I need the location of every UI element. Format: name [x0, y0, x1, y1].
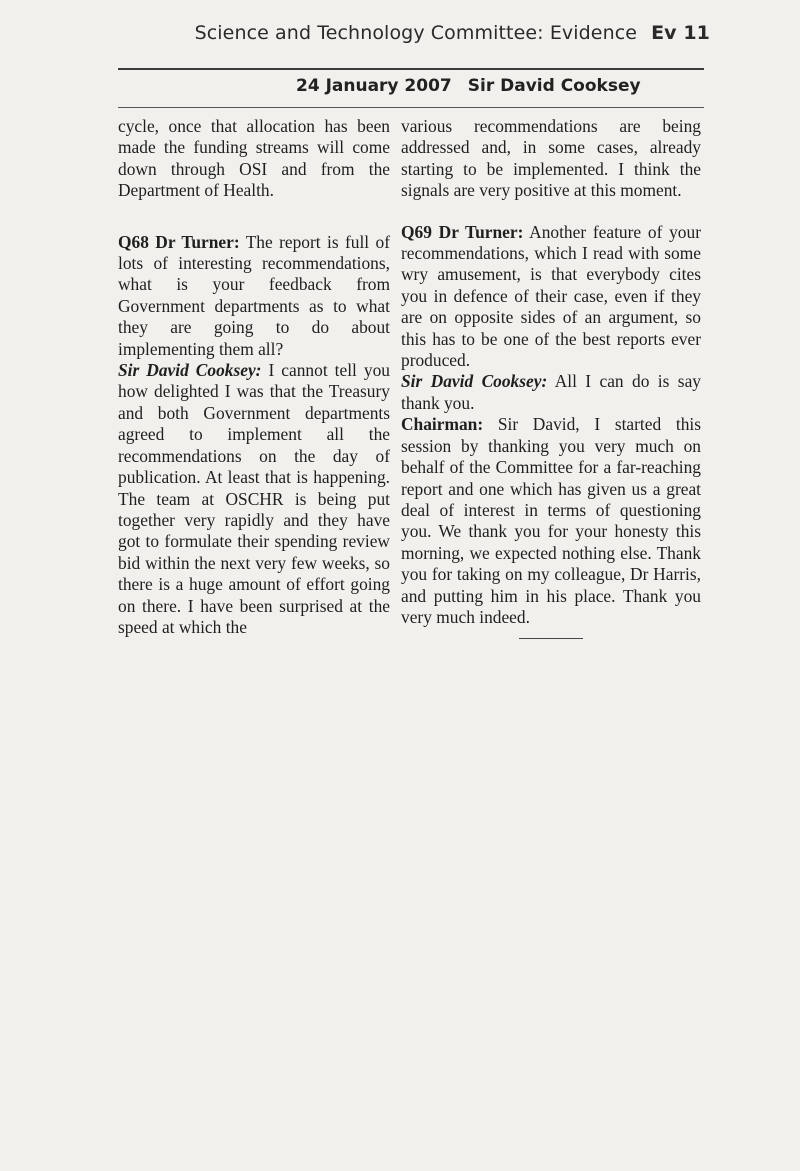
questioner-name: Dr Turner: [155, 231, 240, 252]
continuation-paragraph: cycle, once that allocation has been made the funding streams will come down through OSI and from the Department of Health. [118, 116, 390, 201]
chairman-closing [401, 414, 701, 628]
running-title: Science and Technology Committee: Evidence [194, 22, 638, 44]
session-subheader [296, 76, 641, 96]
chairman-text: Sir David, I started this session by thanking you very much on behalf of the Committee for a far-reaching report and one which has given us a great deal of interest in terms of questioning you. We thank you for your honesty this morning, we expected nothing else. Thank you for taking on my colleague, Dr Harris, and putting him in his place. Thank you very much indeed. [401, 414, 701, 627]
session-date: 24 January 2007 [296, 76, 452, 96]
right-column [401, 116, 701, 639]
answer-69 [401, 371, 701, 414]
continuation-paragraph: various recommendations are being addressed and, in some cases, already starting to be implemented. I think the signals are very positive at this moment. [401, 116, 701, 201]
answer-68 [118, 360, 390, 638]
question-68 [118, 232, 390, 360]
chairman-speaker: Chairman: [401, 414, 484, 435]
subheader-rule [118, 107, 704, 108]
answer-text: I cannot tell you how delighted I was that the Treasury and both Government departments agreed to implement all the recommendations on the day of publication. At least that is happening. The team at OSCHR is being put together very rapidly and they have got to formulate their spending review bid within the next very few weeks, so there is a huge amount of effort going on there. I have been surprised at the speed at which the [118, 360, 390, 637]
answer-text: All I can do is say thank you. [401, 371, 701, 413]
witness-speaker: Sir David Cooksey: [401, 371, 548, 392]
question-number: Q69 [401, 221, 432, 242]
running-header [195, 22, 710, 44]
question-text: Another feature of your recommendations, which I read with some wry amusement, is that everybody cites you in defence of their case, even if they are on opposite sides of an argument, so this has to be one of the best reports ever produced. [401, 221, 701, 371]
question-text: The report is full of lots of interesting recommendations, what is your feedback from Government departments as to what they are going to do about implementing them all? [118, 231, 390, 359]
left-column [118, 116, 390, 638]
page-number: Ev 11 [651, 22, 710, 44]
end-of-evidence-rule [519, 638, 583, 639]
header-rule [118, 68, 704, 70]
witness-name: Sir David Cooksey [467, 76, 641, 96]
questioner-name: Dr Turner: [438, 221, 524, 242]
question-number: Q68 [118, 231, 149, 252]
question-69 [401, 222, 701, 372]
witness-speaker: Sir David Cooksey: [118, 360, 262, 381]
